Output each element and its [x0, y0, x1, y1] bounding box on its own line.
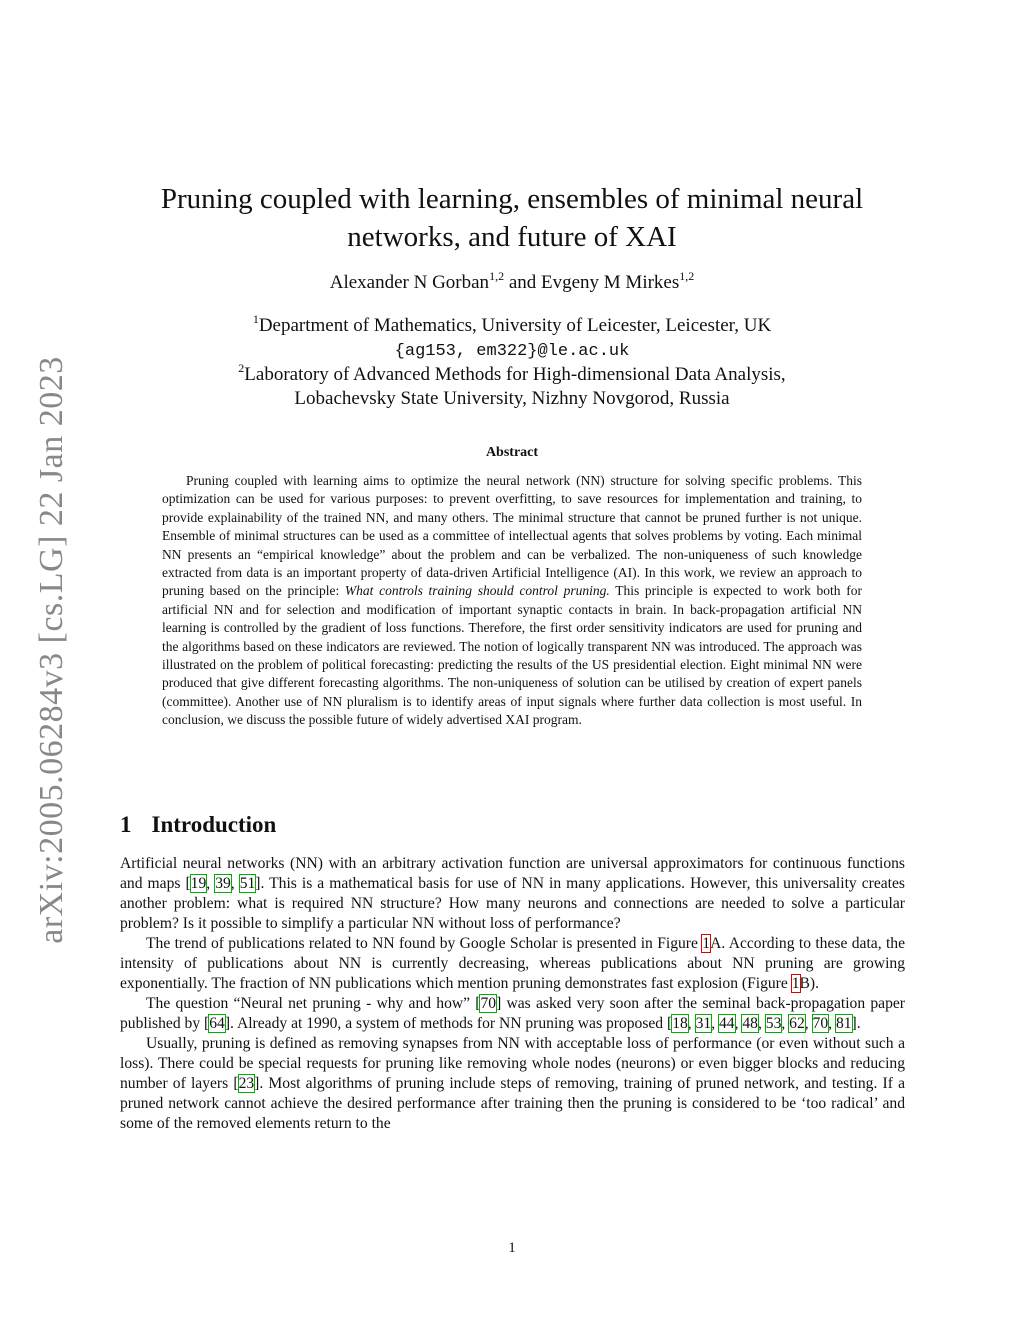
paragraph-2 [120, 934, 905, 994]
affiliation-1-marker: 1 [252, 312, 259, 326]
affiliation-1 [120, 314, 904, 338]
affiliation-2 [120, 363, 904, 387]
section-heading [120, 812, 276, 838]
text: ]. [851, 1015, 861, 1032]
paper-title [120, 180, 904, 256]
paragraph-4 [120, 1034, 905, 1134]
citation-link[interactable]: 62 [789, 1015, 805, 1032]
arxiv-identifier: arXiv:2005.06284v3 [cs.LG] 22 Jan 2023 [33, 356, 70, 944]
separator: , [206, 875, 216, 892]
text: Usually, pruning is defined as removing synapses from NN with acceptable loss of performance (or even without such a loss). There could be special requests for pruning like removing whole nodes (neurons) or even bigger blocks and reducing number of layers [ [120, 1035, 905, 1092]
citation-link[interactable]: 18 [672, 1015, 688, 1032]
text: ]. Already at 1990, a system of methods for NN pruning was proposed [ [224, 1015, 673, 1032]
citation-link[interactable]: 81 [835, 1015, 852, 1032]
separator: , [734, 1015, 743, 1032]
text: ]. This is a mathematical basis for use of NN in many applications. However, this universality creates another problem: what is required NN structure? How many neurons and connections are needed to solve a particular problem? Is it possible to simplify a particular NN without loss of performance? [120, 875, 906, 932]
citation-link[interactable]: 64 [209, 1015, 225, 1032]
citation-link[interactable]: 70 [812, 1015, 829, 1032]
citation-link[interactable]: 19 [190, 875, 207, 892]
separator: , [711, 1015, 719, 1032]
affiliation-1-text: Department of Mathematics, University of Leicester, Leicester, UK [258, 315, 772, 336]
text: The trend of publications related to NN found by Google Scholar is presented in Figure [146, 935, 703, 952]
author-1-affiliation-marker: 1,2 [489, 269, 505, 283]
citation-link[interactable]: 23 [238, 1075, 255, 1092]
separator: , [828, 1015, 836, 1032]
affiliation-2-continued: Lobachevsky State University, Nizhny Novgorod, Russia [294, 387, 730, 409]
author-2-affiliation-marker: 1,2 [679, 269, 695, 283]
separator: , [230, 875, 240, 892]
citation-link[interactable]: 70 [480, 995, 497, 1012]
separator: , [804, 1015, 813, 1032]
affiliation-2-line-1: Laboratory of Advanced Methods for High-dimensional Data Analysis, [244, 364, 786, 385]
authors [120, 269, 904, 294]
text: ]. Most algorithms of pruning include steps of removing, training of pruned network, and testing. If a pruned network cannot achieve the desired performance after training then the pruning is considered to be ‘too radical’ and some of the removed elements return to the [120, 1075, 906, 1132]
affiliations [120, 314, 904, 410]
author-2: Evgeny M Mirkes [541, 272, 680, 293]
text: A. According to these data, the intensity of publications about NN is currently decreasing, whereas publications about NN pruning are growing exponentially. The fraction of NN publications which mention pruning demonstrates fast explosion (Figure [120, 935, 905, 992]
abstract-heading: Abstract [485, 445, 539, 460]
text: Artificial neural networks (NN) with an arbitrary activation function are universal approximators for continuous functions and maps [ [120, 855, 905, 892]
author-connector: and [504, 272, 541, 293]
abstract-part-1: Pruning coupled with learning aims to optimize the neural network (NN) structure for solving specific problems. This optimization can be used for various purposes: to prevent overfitting, to save resources for implementation and training, to provide explainability of the trained NN, and many others. The minimal structure that cannot be pruned further is not unique. Ensemble of minimal structures can be used as a committee of intellectual agents that solves problems by voting. Each minimal NN presents an “empirical knowledge” about the problem and can be verbalized. The non-uniqueness of such knowledge extracted from data is an important property of data-driven Artificial Intelligence (AI). In this work, we review an approach to pruning based on the principle: [162, 473, 862, 599]
citation-link[interactable]: 51 [239, 875, 256, 892]
separator: , [757, 1015, 766, 1032]
title-line-1: Pruning coupled with learning, ensembles of minimal neural [160, 183, 864, 215]
email[interactable]: {ag153, em322}@le.ac.uk [394, 341, 630, 361]
text: The question “Neural net pruning - why and how” [ [146, 995, 481, 1012]
affiliation-2-marker: 2 [238, 361, 245, 375]
email-line [120, 338, 904, 364]
separator: , [687, 1015, 696, 1032]
body-text [120, 854, 905, 1134]
figure-link[interactable]: 1 [791, 975, 800, 992]
text: B). [799, 975, 819, 992]
page-number: 1 [508, 1240, 516, 1256]
paragraph-1 [120, 854, 905, 934]
citation-link[interactable]: 48 [742, 1015, 758, 1032]
section-title: Introduction [151, 812, 277, 837]
citation-link[interactable]: 39 [215, 875, 231, 892]
abstract-principle: What controls training should control pruning. [344, 583, 610, 599]
title-line-2: networks, and future of XAI [347, 221, 677, 253]
separator: , [781, 1015, 790, 1032]
citation-link[interactable]: 44 [718, 1015, 735, 1032]
text: ] was asked very soon after the seminal back-propagation paper published by [ [120, 995, 905, 1032]
abstract-part-2: This principle is expected to work both for artificial NN and for selection and modification of important synaptic contacts in brain. In back-propagation artificial NN learning is controlled by the gradient of loss functions. Therefore, the first order sensitivity indicators are used for pruning and the algorithms based on these indicators are reviewed. The notion of logically transparent NN was introduced. The approach was illustrated on the problem of political forecasting: predicting the results of the US presidential election. Eight minimal NN were produced that give different forecasting algorithms. The non-uniqueness of solution can be utilised by creation of expert panels (committee). Another use of NN pluralism is to identify areas of input signals where further data collection is most useful. In conclusion, we discuss the possible future of widely advertised XAI program. [162, 583, 862, 728]
paragraph-3 [120, 994, 905, 1034]
section-number: 1 [120, 812, 132, 837]
abstract-text [162, 472, 862, 730]
figure-link[interactable]: 1 [702, 935, 711, 952]
author-1: Alexander N Gorban [329, 272, 490, 293]
citation-link[interactable]: 31 [695, 1015, 712, 1032]
citation-link[interactable]: 53 [765, 1015, 782, 1032]
